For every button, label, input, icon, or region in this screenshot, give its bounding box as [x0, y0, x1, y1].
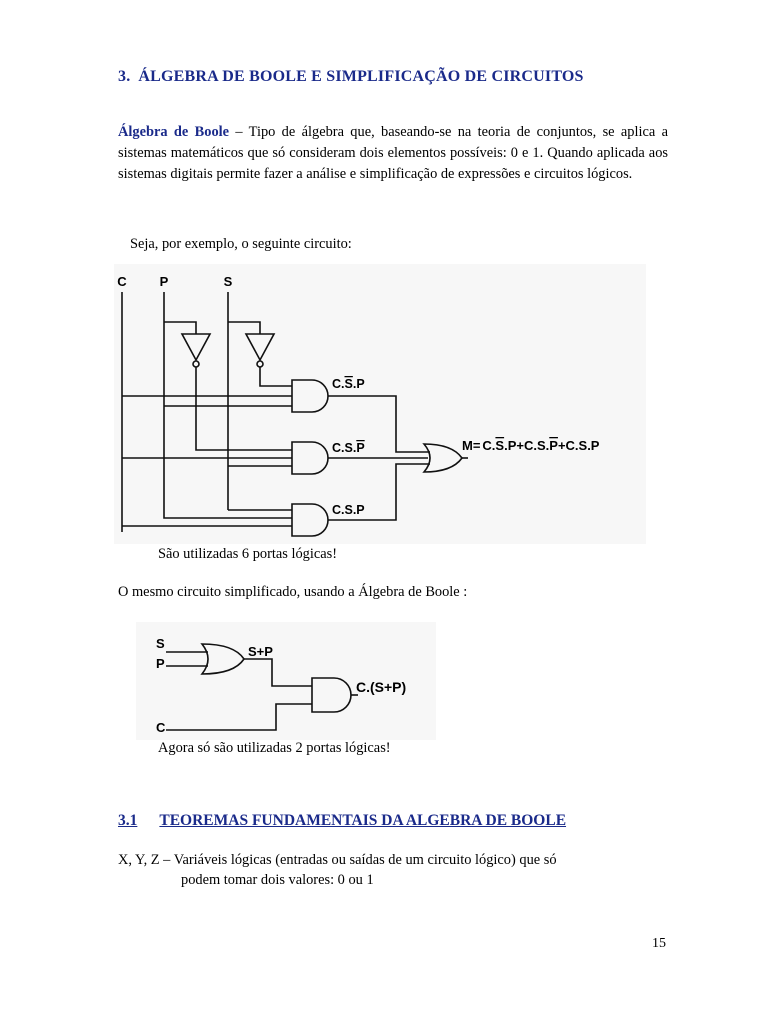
wire-p-branch — [164, 322, 196, 334]
and-output-label: C.(S+P) — [356, 679, 407, 695]
page-number: 15 — [652, 936, 666, 951]
and1-label-suffix: .P — [352, 377, 365, 391]
input-label-s: S — [223, 274, 233, 289]
and-gate-2 — [292, 442, 328, 474]
circuit1-caption: São utilizadas 6 portas lógicas! — [158, 546, 338, 562]
inverter-s-bubble — [257, 361, 263, 367]
example-intro: Seja, por exemplo, o seguinte circuito: — [130, 236, 352, 252]
circuit2-caption: Agora só são utilizadas 2 portas lógicas! — [158, 740, 391, 756]
input-label-c2: C — [156, 720, 166, 735]
subsection-title: TEOREMAS FUNDAMENTAIS DA ALGEBRA DE BOOLE — [159, 812, 567, 829]
input-label-c: C — [117, 274, 127, 289]
inverter-s — [246, 334, 274, 360]
subsection-heading — [118, 812, 566, 830]
and-gate-1 — [292, 380, 328, 412]
and-gate-3 — [292, 504, 328, 536]
simplified-intro: O mesmo circuito simplificado, usando a Álgebra de Boole : — [118, 584, 468, 600]
variables-line-2: podem tomar dois valores: 0 ou 1 — [181, 872, 374, 888]
wire-or-to-and — [244, 659, 312, 686]
input-label-p2: P — [156, 656, 165, 671]
and-gate-simplified — [312, 678, 351, 712]
and2-label-p: P — [356, 441, 365, 455]
inverter-p-bubble — [193, 361, 199, 367]
definition-term: Álgebra de Boole — [118, 124, 230, 140]
expr-part-c: .P+C.S. — [504, 438, 550, 453]
section-number: 3. — [118, 68, 131, 85]
and1-label — [332, 377, 365, 391]
input-label-s2: S — [156, 636, 165, 651]
or-gate — [424, 444, 462, 472]
expr-part-b: S — [495, 438, 505, 453]
section-heading — [118, 68, 584, 86]
wire-s-branch — [228, 322, 260, 334]
wire-not-s — [260, 367, 292, 386]
and1-label-prefix: C. — [332, 377, 345, 391]
input-label-p: P — [159, 274, 169, 289]
output-label: M= — [462, 438, 481, 453]
variables-line-1: X, Y, Z – Variáveis lógicas (entradas ou saídas de um circuito lógico) que só — [118, 852, 557, 868]
expr-part-e: +C.S.P — [557, 438, 600, 453]
and1-label-s: S — [344, 377, 353, 391]
simplified-circuit-diagram — [136, 622, 436, 740]
definition-paragraph — [118, 122, 668, 185]
definition-text: – Tipo de álgebra que, baseando-se na teoria de conjuntos, se aplica a sistemas matemáticos que só consideram dois elementos possíveis: 0 e 1. Quando aplicada aos sistemas digitais permite fazer a análise e simplificação de expressões e circuitos lógicos. — [118, 124, 668, 182]
and2-label — [332, 441, 365, 455]
output-expression — [462, 438, 600, 453]
and2-label-prefix: C.S. — [332, 441, 357, 455]
or-gate-simplified — [202, 644, 244, 674]
wire-not-p — [196, 367, 292, 450]
variables-definition — [118, 850, 557, 890]
original-circuit-diagram — [114, 264, 646, 544]
subsection-number: 3.1 — [118, 812, 138, 829]
and3-label: C.S.P — [332, 503, 365, 517]
or-output-label: S+P — [248, 644, 273, 659]
expr-part-d: P — [549, 438, 558, 453]
wire-c-in — [166, 704, 312, 730]
section-title: ÁLGEBRA DE BOOLE E SIMPLIFICAÇÃO DE CIRCUITOS — [138, 68, 584, 85]
expr-part-a: C. — [482, 438, 496, 453]
inverter-p — [182, 334, 210, 360]
